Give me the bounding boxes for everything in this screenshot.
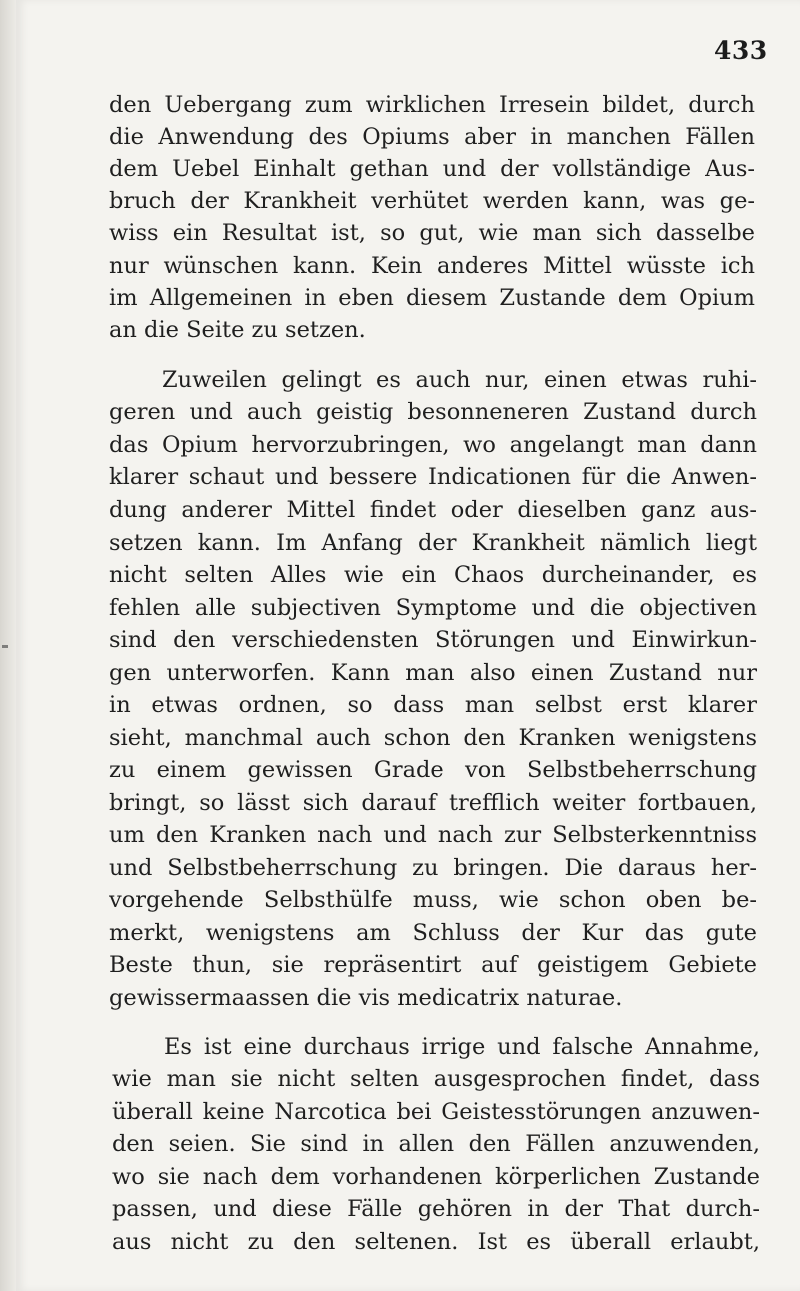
text-line: um den Kranken nach und nach zur Selbsterkenntniss: [109, 822, 757, 848]
text-line: im Allgemeinen in eben diesem Zustande dem Opium: [109, 285, 755, 311]
text-line: gen unterworfen. Kann man also einen Zustand nur: [109, 660, 757, 686]
text-line: nur wünschen kann. Kein anderes Mittel wüsste ich: [109, 253, 755, 279]
text-line: dem Uebel Einhalt gethan und der vollständige Aus-: [109, 156, 755, 182]
text-line: passen, und diese Fälle gehören in der That durch-: [112, 1196, 760, 1222]
text-line: sind den verschiedensten Störungen und Einwirkun-: [109, 627, 757, 653]
text-line: Zuweilen gelingt es auch nur, einen etwas ruhi-: [162, 367, 757, 393]
text-line: bringt, so lässt sich darauf trefflich weiter fortbauen,: [109, 790, 757, 816]
text-line: wie man sie nicht selten ausgesprochen findet, dass: [112, 1066, 760, 1092]
text-line: Es ist eine durchaus irrige und falsche Annahme,: [164, 1034, 760, 1060]
text-line: wo sie nach dem vorhandenen körperlichen Zustande: [112, 1164, 760, 1190]
text-line: wiss ein Resultat ist, so gut, wie man sich dasselbe: [109, 220, 755, 246]
text-line: und Selbstbeherrschung zu bringen. Die daraus her-: [109, 855, 757, 881]
text-line: das Opium hervorzubringen, wo angelangt man dann: [109, 432, 757, 458]
text-line: nicht selten Alles wie ein Chaos durcheinander, es: [109, 562, 757, 588]
text-line: bruch der Krankheit verhütet werden kann, was ge-: [109, 188, 755, 214]
text-line: aus nicht zu den seltenen. Ist es überall erlaubt,: [112, 1229, 760, 1255]
page-number: 433: [714, 36, 768, 65]
text-line: geren und auch geistig besonneneren Zustand durch: [109, 399, 757, 425]
text-line: zu einem gewissen Grade von Selbstbeherrschung: [109, 757, 757, 783]
text-line: setzen kann. Im Anfang der Krankheit nämlich liegt: [109, 530, 757, 556]
text-line: den seien. Sie sind in allen den Fällen anzuwenden,: [112, 1131, 760, 1157]
text-line: dung anderer Mittel findet oder dieselben ganz aus-: [109, 497, 757, 523]
text-line: merkt, wenigstens am Schluss der Kur das gute: [109, 920, 757, 946]
text-line: vorgehende Selbsthülfe muss, wie schon oben be-: [109, 887, 757, 913]
text-line: überall keine Narcotica bei Geistesstörungen anzuwen-: [112, 1099, 760, 1125]
text-line: fehlen alle subjectiven Symptome und die objectiven: [109, 595, 757, 621]
text-line: an die Seite zu setzen.: [109, 317, 366, 343]
text-line: den Uebergang zum wirklichen Irresein bildet, durch: [109, 92, 755, 118]
text-line: sieht, manchmal auch schon den Kranken wenigstens: [109, 725, 757, 751]
text-line: klarer schaut und bessere Indicationen für die Anwen-: [109, 464, 757, 490]
text-line: in etwas ordnen, so dass man selbst erst klarer: [109, 692, 757, 718]
text-line: Beste thun, sie repräsentirt auf geistigem Gebiete: [109, 952, 757, 978]
text-line: gewissermaassen die vis medicatrix naturae.: [109, 985, 623, 1011]
margin-mark: [2, 645, 8, 648]
text-line: die Anwendung des Opiums aber in manchen Fällen: [109, 124, 755, 150]
